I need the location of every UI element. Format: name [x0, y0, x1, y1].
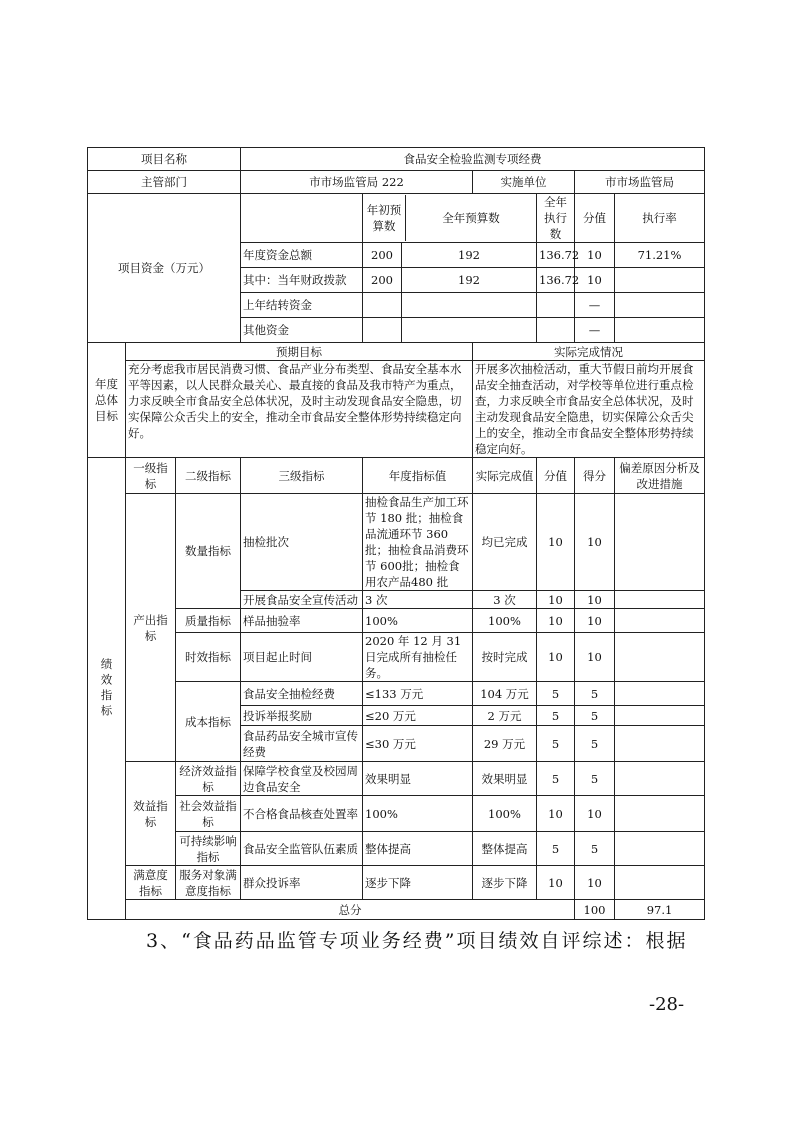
funds-row-budgets [363, 318, 537, 343]
project-name-row [88, 148, 705, 171]
reason-value [615, 494, 705, 591]
funds-row-rate [615, 268, 705, 293]
funds-row-full [402, 293, 536, 317]
sustain-indicator: 可持续影响指标 [176, 832, 241, 866]
target-value: 100% [363, 796, 473, 832]
score-value: 5 [537, 682, 575, 706]
reason-value [615, 762, 705, 796]
impl-label: 实施单位 [473, 171, 575, 194]
target-value: 2020 年 12 月 31 日完成所有抽检任务。 [363, 633, 473, 682]
total-got: 97.1 [615, 900, 705, 920]
social-indicator: 社会效益指标 [176, 796, 241, 832]
got-value: 10 [575, 866, 615, 900]
score-value: 5 [537, 832, 575, 866]
funds-row-name: 其他资金 [241, 318, 363, 343]
funds-row-name: 其中：当年财政拨款 [241, 268, 363, 293]
level3-indicator: 食品安全监管队伍素质 [241, 832, 363, 866]
indicator-row [88, 762, 705, 796]
funds-header-row [88, 194, 705, 243]
indicator-row [88, 866, 705, 900]
actual-value: 整体提高 [473, 832, 537, 866]
indicator-row [88, 494, 705, 591]
funds-row-rate [615, 293, 705, 318]
h-target: 年度指标值 [363, 458, 473, 494]
reason-value [615, 726, 705, 762]
service-indicator: 服务对象满意度指标 [176, 866, 241, 900]
goals-label: 年度总体目标 [88, 343, 126, 458]
col-full-budget: 全年预算数 [442, 211, 500, 225]
h-reason: 偏差原因分析及改进措施 [615, 458, 705, 494]
expected-goal-text: 充分考虑我市居民消费习惯、食品产业分布类型、食品安全基本水平等因素，以人民群众最关心、最直接的食品及我市特产为重点，力求反映全市食品安全总体状况，及时主动发现食品安全隐患，切实保障公众舌尖上的安全，推动全市食品安全整体形势持续稳定向好。 [126, 361, 473, 458]
got-value: 5 [575, 682, 615, 706]
h-got: 得分 [575, 458, 615, 494]
indicator-row [88, 609, 705, 633]
actual-value: 3 次 [473, 591, 537, 609]
economic-indicator: 经济效益指标 [176, 762, 241, 796]
cost-indicator: 成本指标 [176, 682, 241, 762]
level3-indicator: 食品安全抽检经费 [241, 682, 363, 706]
funds-row-full [402, 318, 536, 342]
funds-row-exec: 136.72 [537, 243, 575, 268]
score-value: 5 [537, 726, 575, 762]
funds-row-budgets [363, 268, 537, 293]
indicator-row [88, 633, 705, 682]
score-value: 10 [537, 494, 575, 591]
department-row [88, 171, 705, 194]
level3-indicator: 开展食品安全宣传活动 [241, 591, 363, 609]
col-executed: 全年执行数 [537, 194, 575, 243]
target-value: ≤30 万元 [363, 726, 473, 762]
goals-header-row [88, 343, 705, 361]
h-actual: 实际完成值 [473, 458, 537, 494]
got-value: 5 [575, 726, 615, 762]
indicator-header-row [88, 458, 705, 494]
actual-value: 逐步下降 [473, 866, 537, 900]
expected-goal-label: 预期目标 [126, 343, 473, 361]
dept-label: 主管部门 [88, 171, 241, 194]
funds-row-budgets [363, 293, 537, 318]
score-value: 10 [537, 633, 575, 682]
funds-blank-head [241, 194, 363, 243]
satisfaction-indicator: 满意度指标 [126, 866, 176, 900]
funds-budget-heads [363, 194, 537, 243]
funds-row-initial [363, 293, 402, 317]
score-value: 10 [537, 609, 575, 633]
reason-value [615, 591, 705, 609]
actual-value: 100% [473, 609, 537, 633]
funds-row-full: 192 [458, 248, 480, 262]
reason-value [615, 866, 705, 900]
project-name-label: 项目名称 [88, 148, 241, 171]
funds-row-score: 10 [575, 243, 615, 268]
quality-indicator: 质量指标 [176, 609, 241, 633]
performance-table [87, 147, 705, 920]
col-rate: 执行率 [615, 194, 705, 243]
target-value: 整体提高 [363, 832, 473, 866]
score-value: 10 [537, 866, 575, 900]
funds-row-score: 10 [575, 268, 615, 293]
target-value: 逐步下降 [363, 866, 473, 900]
level3-indicator: 项目起止时间 [241, 633, 363, 682]
got-value: 10 [575, 591, 615, 609]
funds-row-initial: 200 [363, 268, 402, 292]
funds-row-initial [363, 318, 402, 342]
actual-value: 29 万元 [473, 726, 537, 762]
section-caption: 3、“食品药品监管专项业务经费”项目绩效自评综述：根据 [146, 930, 688, 952]
impl-value: 市市场监管局 [575, 171, 705, 194]
timeliness-indicator: 时效指标 [176, 633, 241, 682]
funds-row-rate [615, 318, 705, 343]
got-value: 10 [575, 796, 615, 832]
score-value: 5 [537, 706, 575, 726]
got-value: 5 [575, 762, 615, 796]
score-value: 5 [537, 762, 575, 796]
indicator-row [88, 832, 705, 866]
score-value: 10 [537, 796, 575, 832]
total-score: 100 [575, 900, 615, 920]
level3-indicator: 投诉举报奖励 [241, 706, 363, 726]
got-value: 5 [575, 832, 615, 866]
col-initial-budget: 年初预算数 [363, 195, 406, 241]
level3-indicator: 样品抽验率 [241, 609, 363, 633]
indicator-row [88, 796, 705, 832]
actual-value: 100% [473, 796, 537, 832]
indicator-row [88, 682, 705, 706]
funds-row-exec [537, 293, 575, 318]
funds-row-name: 年度资金总额 [241, 243, 363, 268]
quantity-indicator: 数量指标 [176, 494, 241, 609]
h-level2: 二级指标 [176, 458, 241, 494]
funds-row-full: 192 [458, 273, 480, 287]
reason-value [615, 706, 705, 726]
reason-value [615, 796, 705, 832]
reason-value [615, 682, 705, 706]
reason-value [615, 633, 705, 682]
actual-value: 2 万元 [473, 706, 537, 726]
funds-row-budgets [363, 243, 537, 268]
level3-indicator: 保障学校食堂及校园周边食品安全 [241, 762, 363, 796]
h-score: 分值 [537, 458, 575, 494]
target-value: 抽检食品生产加工环节 180 批；抽检食品流通环节 360 批；抽检食品消费环节 600批；抽检食用农产品480 批 [363, 494, 473, 591]
funds-row-exec [537, 318, 575, 343]
target-value: 效果明显 [363, 762, 473, 796]
target-value: ≤20 万元 [363, 706, 473, 726]
h-level3: 三级指标 [241, 458, 363, 494]
dept-value: 市市场监管局 222 [241, 171, 473, 194]
project-name-value: 食品安全检验监测专项经费 [241, 148, 705, 171]
target-value: 100% [363, 609, 473, 633]
funds-row-exec: 136.72 [537, 268, 575, 293]
funds-row-score: — [575, 293, 615, 318]
level3-indicator: 食品药品安全城市宣传经费 [241, 726, 363, 762]
funds-row-initial: 200 [363, 243, 402, 267]
reason-value [615, 832, 705, 866]
actual-value: 均已完成 [473, 494, 537, 591]
got-value: 10 [575, 609, 615, 633]
goals-body-row [88, 361, 705, 458]
got-value: 5 [575, 706, 615, 726]
got-value: 10 [575, 494, 615, 591]
output-indicator: 产出指标 [126, 494, 176, 762]
target-value: ≤133 万元 [363, 682, 473, 706]
indicators-label: 绩效指标 [88, 458, 126, 920]
funds-row-score: — [575, 318, 615, 343]
level3-indicator: 不合格食品核查处置率 [241, 796, 363, 832]
page-number: -28- [649, 994, 685, 1015]
actual-value: 效果明显 [473, 762, 537, 796]
level3-indicator: 群众投诉率 [241, 866, 363, 900]
col-score: 分值 [575, 194, 615, 243]
benefit-indicator: 效益指标 [126, 762, 176, 866]
total-label: 总分 [126, 900, 575, 920]
actual-result-label: 实际完成情况 [473, 343, 705, 361]
funds-label: 项目资金（万元） [88, 194, 241, 343]
actual-value: 104 万元 [473, 682, 537, 706]
reason-value [615, 609, 705, 633]
total-row [88, 900, 705, 920]
score-value: 10 [537, 591, 575, 609]
actual-value: 按时完成 [473, 633, 537, 682]
h-level1: 一级指标 [126, 458, 176, 494]
level3-indicator: 抽检批次 [241, 494, 363, 591]
got-value: 10 [575, 633, 615, 682]
target-value: 3 次 [363, 591, 473, 609]
funds-row-rate: 71.21% [615, 243, 705, 268]
funds-row-name: 上年结转资金 [241, 293, 363, 318]
actual-result-text: 开展多次抽检活动，重大节假日前均开展食品安全抽查活动，对学校等单位进行重点检查，力求反映全市食品安全总体状况，及时主动发现食品安全隐患，切实保障公众舌尖上的安全，推动全市食品安全整体形势持续稳定向好。 [473, 361, 705, 458]
